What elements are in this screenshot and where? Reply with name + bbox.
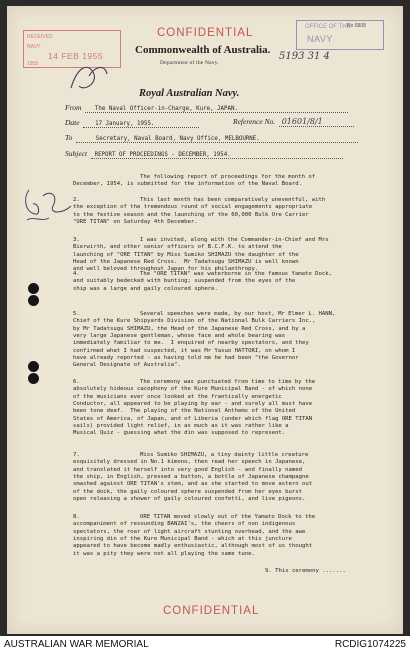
to-value: Secretary, Naval Board, Navy Office, MELBOURNE. <box>76 136 358 143</box>
confidential-header: CONFIDENTIAL <box>157 27 254 39</box>
paragraph-line: accompaniment of resounding BANZAI's, the cheers of non indigenous <box>73 521 296 528</box>
stamp-year: 1955 <box>27 61 39 67</box>
paragraph-line: immediately familiar to me. I enquired of nearby spectators, and they <box>73 340 309 347</box>
subject-value: REPORT OF PROCEEDINGS - DECEMBER, 1954. <box>91 152 343 159</box>
paragraph-line: General Designate of Australia". <box>73 362 181 369</box>
binder-hole <box>28 283 39 294</box>
paragraph-line: ORE TITAN moved slowly out of the Yamato Dock to the <box>140 514 316 520</box>
paragraph-number: 6. <box>73 379 80 385</box>
paragraph-line: been tone deaf. The playing of the National Anthems of the United <box>73 408 296 415</box>
paragraph-line: The ceremony was punctuated from time to time by the <box>140 379 316 385</box>
paragraph-line: launching of "ORE TITAN" by Miss Sumiko SHIMAZU the daughter of the <box>73 251 299 258</box>
confidential-footer: CONFIDENTIAL <box>163 605 260 617</box>
binder-hole <box>28 295 39 306</box>
paragraph-line: "ORE TITAN" on Saturday 4th December. <box>73 218 198 225</box>
paragraph-number: 8. <box>73 514 80 520</box>
archive-footer <box>0 636 410 653</box>
paragraph-line: it was a pity they were not all playing the same tune. <box>73 550 255 557</box>
subject-label: Subject <box>65 149 88 158</box>
letterhead-commonwealth: Commonwealth of Australia. <box>135 44 271 56</box>
paragraph-line: exquisitely dressed in No.1 kimono, then read her speech in Japanese, <box>73 459 306 466</box>
paragraph-number: 2. <box>73 197 80 203</box>
paragraph-line: the ship, in English, pressed a button, a bottle of Japanese champagne <box>73 473 309 480</box>
paragraph-line: of the musicians ever once looked at the frantically energetic <box>73 393 282 400</box>
paragraph-line: and well beloved throughout Japan for his philanthropy. <box>73 266 259 273</box>
paragraph-line: appeared to have become madly enthusiastic, although most of us thought <box>73 543 313 550</box>
paragraph-line: and translated it herself into very good English - and finally named <box>73 466 303 473</box>
to-field <box>65 133 358 143</box>
paragraph-line: sails) provided light relief, in as much as it was rather like a <box>73 422 289 429</box>
paragraph-line: to the festive season and the launching of the 60,000 Bulk Ore Carrier <box>73 211 309 218</box>
paragraph-number: 7. <box>73 452 80 458</box>
reference-label: Reference No. <box>233 117 276 126</box>
paragraph-line: This last month has been comparatively uneventful, with <box>140 197 326 203</box>
paragraph-line: smashed against ORE TITAN's stem, and as she started to move astern out <box>73 481 313 488</box>
stamp-line-2: NAVY <box>27 44 41 50</box>
paragraph-line: the exception of the tremendous round of social engagements appropriate <box>73 204 313 211</box>
from-field <box>65 103 348 113</box>
reference-value: 01601/8/1 <box>279 117 354 127</box>
subject-field <box>65 149 343 159</box>
date-field <box>65 118 199 128</box>
letterhead-royal-navy: Royal Australian Navy. <box>139 88 240 99</box>
intro-line: December, 1954, is submitted for the information of the Naval Board. <box>73 181 303 188</box>
archive-record-id: RCDIG1074225 <box>334 639 406 650</box>
paragraph-line: spectators, the roar of light aircraft stunting overhead, and the awe <box>73 528 306 535</box>
to-label: To <box>65 133 73 142</box>
paragraph-line: inspiring din of the Kure Municipal Band - which at this juncture <box>73 535 292 542</box>
paragraph-line: have already reported - as having told me he had been "the Governor <box>73 354 299 361</box>
paragraph-line: Chief of the Kure Shipyards Division of the National Bulk Carriers Inc., <box>73 318 316 325</box>
paragraph-number: 4. <box>73 271 80 277</box>
paragraph-line: Conductor, all appeared to be playing by ear - and surely all must have <box>73 400 313 407</box>
from-value: The Naval Officer-in-Charge, Kure, JAPAN. <box>85 106 348 113</box>
paragraph-line: Miss Sumiko SHIMAZU, a tiny dainty little creature <box>140 452 309 458</box>
paragraph-line: open releasing a shower of gaily coloured confetti, and live pigeons. <box>73 495 306 502</box>
paragraph-line: The "ORE TITAN" was waterborne in the famous Yamato Dock, <box>140 271 332 277</box>
from-label: From <box>65 103 82 112</box>
paragraph-line: Bierwirth, and other senior officers of B.C.F.K. to attend the <box>73 244 282 251</box>
paragraph-number: 5. <box>73 311 80 317</box>
intro-line: The following report of proceedings for the month of <box>140 174 316 180</box>
paragraph-line: very large Japanese gentleman, whose face and whole bearing was <box>73 332 286 339</box>
date-value: 17 January, 1955. <box>83 121 199 128</box>
paragraph-line: Head of the Japanese Red Cross. Mr Tadatsugu SHIMAZU is well known <box>73 258 299 265</box>
navy-office-stamp <box>296 20 384 50</box>
paragraph-line: I was invited, along with the Commander-in-Chief and Mrs <box>140 237 329 243</box>
margin-annotation-icon <box>19 184 79 226</box>
paragraph-line: by Mr Tadatsugu SHIMAZU, the Head of the Japanese Red Cross, and by a <box>73 325 306 332</box>
document-page <box>7 6 403 634</box>
reference-field <box>233 117 354 127</box>
handwritten-file-number: 5193 31 4 <box>279 51 330 62</box>
paragraph-line: ship was a large and gaily coloured sphere. <box>73 285 218 292</box>
paragraph-line: absolutely hideous cacophony of the Kure Municipal Band - of which none <box>73 386 313 393</box>
paragraph-line: States of America, of Japan, and of Liberia (under which flag ORE TITAN <box>73 415 313 422</box>
initials-scribble-icon <box>65 58 113 96</box>
archive-name: AUSTRALIAN WAR MEMORIAL <box>4 639 149 650</box>
paragraph-line: Musical Quiz - guessing what the din was supposed to represent. <box>73 430 286 437</box>
letterhead-department: Department of the Navy. <box>160 60 219 66</box>
binder-hole <box>28 373 39 384</box>
paragraph-line: Several speeches were made, by our host, Mr Elmer L. HANN, <box>140 311 336 317</box>
paragraph-line: and suitably bedecked with bunting; suspended from the eyes of the <box>73 278 296 285</box>
continuation-text: 9. This ceremony ....... <box>265 568 346 574</box>
paragraph-number: 3. <box>73 237 80 243</box>
stamp-date: 14 FEB 1955 <box>48 51 104 61</box>
binder-hole <box>28 361 39 372</box>
paragraph-line: confirmed what I had suspected, it was Mr Yasuo HATTORI, on whom I <box>73 347 296 354</box>
stamp-line-1: RECEIVED <box>27 34 53 40</box>
paragraph-line: of the dock, the gaily coloured sphere suspended from her eyes burst <box>73 488 303 495</box>
office-stamp-top: OFFICE OF THE <box>305 24 351 30</box>
stamp-number: No 6808 <box>347 23 366 29</box>
date-label: Date <box>65 118 80 127</box>
office-stamp-bottom: NAVY <box>307 34 333 44</box>
